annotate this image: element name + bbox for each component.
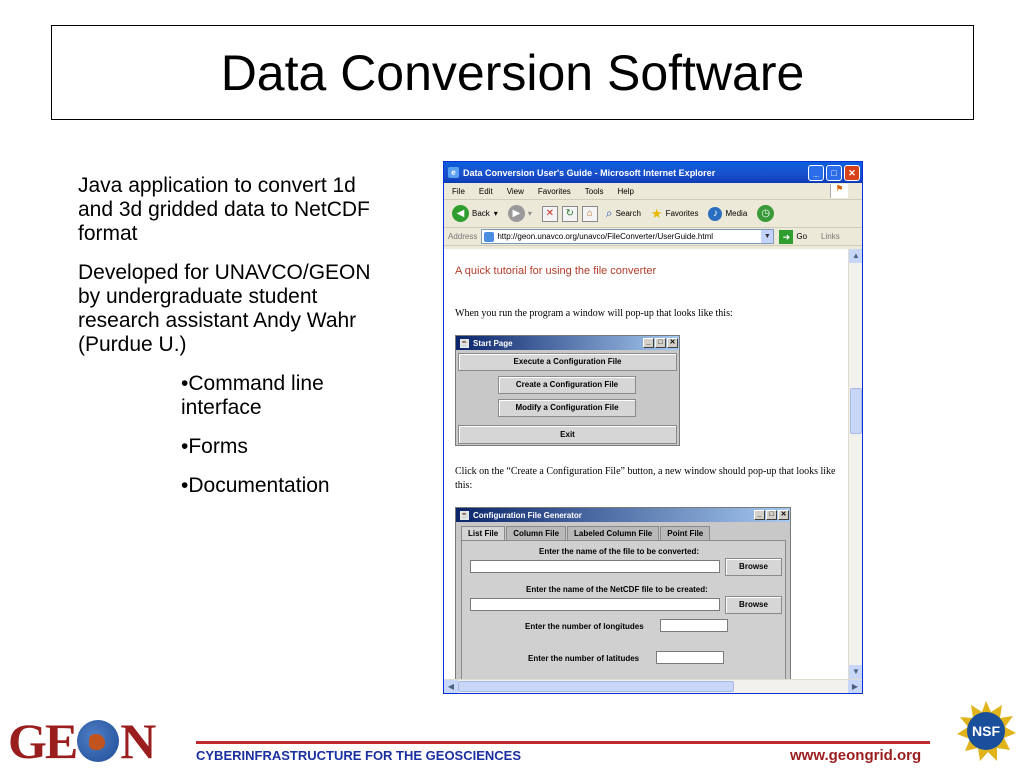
address-input[interactable] bbox=[481, 229, 774, 244]
back-label: Back bbox=[472, 209, 490, 218]
title-box bbox=[51, 25, 974, 120]
footer-tagline: CYBERINFRASTRUCTURE FOR THE GEOSCIENCES bbox=[196, 748, 522, 763]
forward-arrow-icon: ▶ bbox=[508, 205, 525, 222]
back-arrow-icon: ◀ bbox=[452, 205, 469, 222]
windows-logo-icon: ⚑ bbox=[830, 184, 848, 198]
forward-button[interactable] bbox=[508, 205, 532, 222]
generator-title: Configuration File Generator bbox=[473, 510, 582, 520]
logo-text: N bbox=[120, 713, 155, 769]
doc-heading: A quick tutorial for using the file converter bbox=[455, 265, 657, 277]
java-icon: ☕ bbox=[460, 511, 469, 519]
footer-url[interactable]: www.geongrid.org bbox=[790, 747, 922, 764]
globe-icon bbox=[77, 720, 119, 762]
tab-column-file[interactable]: Column File bbox=[506, 526, 566, 540]
doc-paragraph: When you run the program a window will pop-up that looks like this: bbox=[455, 308, 733, 319]
address-url: http://geon.unavco.org/unavco/FileConverter/UserGuide.html bbox=[497, 232, 714, 241]
menu-help[interactable]: Help bbox=[617, 186, 634, 196]
slide-title: Data Conversion Software bbox=[220, 44, 805, 101]
chevron-down-icon[interactable]: ▼ bbox=[761, 230, 773, 243]
horizontal-scrollbar[interactable] bbox=[444, 679, 862, 693]
scroll-down-icon[interactable]: ▼ bbox=[849, 665, 863, 679]
close-button[interactable]: ✕ bbox=[844, 165, 860, 181]
menu-bar bbox=[444, 183, 862, 200]
star-icon: ★ bbox=[650, 205, 663, 221]
file-converted-label: Enter the name of the file to be converted: bbox=[539, 547, 700, 556]
search-button[interactable] bbox=[606, 206, 641, 221]
links-button[interactable]: Links bbox=[821, 232, 840, 241]
nsf-text: NSF bbox=[972, 723, 1000, 739]
start-page-title: Start Page bbox=[473, 338, 513, 348]
go-button[interactable] bbox=[779, 230, 807, 244]
sub-bullet-item: •Forms bbox=[181, 435, 248, 458]
page-icon bbox=[484, 232, 494, 242]
logo-text: GE bbox=[8, 713, 77, 769]
browse-button[interactable]: Browse bbox=[725, 596, 782, 614]
sub-bullet-item: •Documentation bbox=[181, 474, 330, 497]
page-content bbox=[444, 249, 848, 679]
exit-button[interactable]: Exit bbox=[458, 425, 677, 444]
geon-logo bbox=[8, 712, 154, 770]
toolbar bbox=[444, 200, 862, 228]
scroll-thumb[interactable] bbox=[850, 388, 862, 434]
scroll-up-icon[interactable]: ▲ bbox=[849, 249, 863, 263]
java-icon: ☕ bbox=[460, 339, 469, 347]
tab-bar bbox=[461, 526, 711, 540]
browser-title: Data Conversion User's Guide - Microsoft Internet Explorer bbox=[463, 167, 716, 178]
scroll-thumb[interactable] bbox=[458, 681, 734, 692]
ie-icon: e bbox=[448, 167, 459, 178]
go-arrow-icon: ➜ bbox=[779, 230, 793, 244]
stop-icon[interactable]: ✕ bbox=[542, 206, 558, 222]
start-page-title-bar bbox=[456, 336, 679, 350]
tab-point-file[interactable]: Point File bbox=[660, 526, 710, 540]
media-icon: ♪ bbox=[708, 207, 722, 221]
latitudes-input[interactable] bbox=[656, 651, 724, 664]
dropdown-arrow-icon[interactable]: ▾ bbox=[493, 209, 498, 218]
minimize-button[interactable]: _ bbox=[808, 165, 824, 181]
browser-title-bar[interactable] bbox=[444, 162, 862, 183]
nsf-logo bbox=[955, 700, 1017, 762]
close-button[interactable]: ✕ bbox=[778, 510, 789, 520]
generator-title-bar bbox=[456, 508, 790, 522]
sub-bullet-item: •Command line interface bbox=[181, 372, 324, 419]
list-file-panel bbox=[461, 540, 786, 679]
favorites-label: Favorites bbox=[665, 209, 699, 218]
tab-labeled-column-file[interactable]: Labeled Column File bbox=[567, 526, 659, 540]
start-page-window bbox=[455, 335, 680, 446]
vertical-scrollbar[interactable] bbox=[848, 249, 862, 679]
dropdown-arrow-icon[interactable]: ▾ bbox=[527, 209, 532, 218]
menu-tools[interactable]: Tools bbox=[584, 186, 604, 196]
bullet-item: Java application to convert 1d and 3d gridded data to NetCDF format bbox=[78, 174, 370, 245]
address-label: Address bbox=[448, 232, 478, 241]
refresh-icon[interactable]: ↻ bbox=[562, 206, 578, 222]
menu-view[interactable]: View bbox=[506, 186, 524, 196]
close-button[interactable]: ✕ bbox=[667, 338, 678, 348]
doc-paragraph: Click on the “Create a Configuration File” button, a new window should pop-up that looks like this: bbox=[455, 466, 836, 491]
minimize-button[interactable]: _ bbox=[643, 338, 654, 348]
bullet-item: Developed for UNAVCO/GEON by undergraduate student research assistant Andy Wahr (Purdue U.) bbox=[78, 261, 371, 356]
browse-button[interactable]: Browse bbox=[725, 558, 782, 576]
maximize-button[interactable]: □ bbox=[826, 165, 842, 181]
maximize-button[interactable]: □ bbox=[766, 510, 777, 520]
home-icon[interactable]: ⌂ bbox=[582, 206, 598, 222]
scroll-left-icon[interactable]: ◀ bbox=[444, 680, 458, 693]
config-generator-window bbox=[455, 507, 791, 679]
footer-divider bbox=[196, 741, 930, 744]
back-button[interactable] bbox=[452, 205, 498, 222]
menu-favorites[interactable]: Favorites bbox=[537, 186, 571, 196]
file-converted-input[interactable] bbox=[470, 560, 720, 573]
go-label: Go bbox=[796, 232, 808, 241]
netcdf-label: Enter the name of the NetCDF file to be created: bbox=[526, 585, 708, 594]
search-label: Search bbox=[615, 209, 641, 218]
menu-file[interactable]: File bbox=[452, 186, 465, 196]
longitudes-input[interactable] bbox=[660, 619, 728, 632]
address-bar bbox=[444, 228, 862, 246]
menu-edit[interactable]: Edit bbox=[478, 186, 493, 196]
favorites-button[interactable] bbox=[651, 206, 699, 222]
media-label: Media bbox=[725, 209, 748, 218]
bullet-list bbox=[78, 174, 378, 513]
create-config-button[interactable]: Create a Configuration File bbox=[498, 376, 636, 394]
tab-list-file[interactable]: List File bbox=[461, 526, 505, 540]
media-button[interactable] bbox=[708, 207, 747, 221]
latitudes-label: Enter the number of latitudes bbox=[528, 654, 640, 663]
execute-config-button[interactable]: Execute a Configuration File bbox=[458, 353, 677, 371]
scroll-right-icon[interactable]: ▶ bbox=[848, 680, 862, 693]
netcdf-input[interactable] bbox=[470, 598, 720, 611]
search-icon: ⌕ bbox=[605, 206, 613, 220]
maximize-button[interactable]: □ bbox=[655, 338, 666, 348]
history-icon[interactable]: ◷ bbox=[757, 205, 774, 222]
minimize-button[interactable]: _ bbox=[754, 510, 765, 520]
browser-window bbox=[443, 161, 863, 694]
longitudes-label: Enter the number of longitudes bbox=[525, 622, 644, 631]
modify-config-button[interactable]: Modify a Configuration File bbox=[498, 399, 636, 417]
